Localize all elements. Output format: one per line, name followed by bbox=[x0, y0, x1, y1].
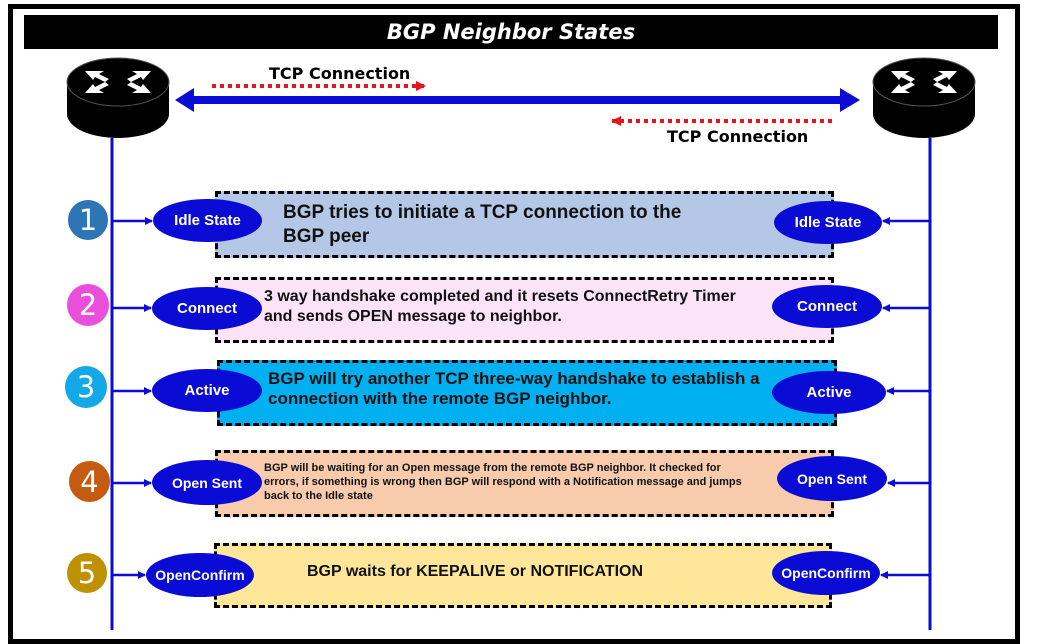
state-left-5: OpenConfirm bbox=[146, 553, 254, 597]
diagram-title: BGP Neighbor States bbox=[386, 20, 636, 44]
state-left-4: Open Sent bbox=[152, 460, 262, 505]
state-right-1: Idle State bbox=[774, 201, 882, 244]
router-icon-left bbox=[67, 58, 169, 138]
state-number-1: 1 bbox=[68, 200, 108, 240]
state-right-5: OpenConfirm bbox=[772, 551, 880, 595]
state-right-2: Connect bbox=[772, 285, 882, 328]
state-desc-5: BGP waits for KEEPALIVE or NOTIFICATION bbox=[307, 563, 644, 580]
state-right-4: Open Sent bbox=[777, 456, 887, 501]
state-number-2: 2 bbox=[67, 284, 109, 326]
state-desc-4: BGP will be waiting for an Open message from the remote BGP neighbor. It checked for errors, if something is wrong then BGP will respond with a Notification message and jumps back to the Idle state bbox=[264, 462, 742, 502]
state-left-2: Connect bbox=[152, 287, 262, 330]
state-number-5: 5 bbox=[67, 553, 107, 593]
state-number-4: 4 bbox=[69, 461, 110, 502]
state-desc-1: BGP tries to initiate a TCP connection to the BGP peer bbox=[283, 202, 682, 247]
state-right-3: Active bbox=[772, 371, 886, 414]
peer-link-arrow bbox=[175, 88, 860, 112]
tcp-label-top: TCP Connection bbox=[269, 64, 411, 83]
state-desc-2: 3 way handshake completed and it resets ConnectRetry Timer and sends OPEN message to neighbor. bbox=[264, 288, 736, 325]
tcp-label-bottom: TCP Connection bbox=[667, 127, 809, 146]
state-desc-3: BGP will try another TCP three-way handshake to establish a connection with the remote BGP neighbor. bbox=[268, 369, 760, 408]
router-icon-right bbox=[873, 58, 975, 138]
state-left-3: Active bbox=[152, 369, 262, 412]
state-number-3: 3 bbox=[65, 366, 107, 408]
state-left-1: Idle State bbox=[153, 199, 262, 242]
